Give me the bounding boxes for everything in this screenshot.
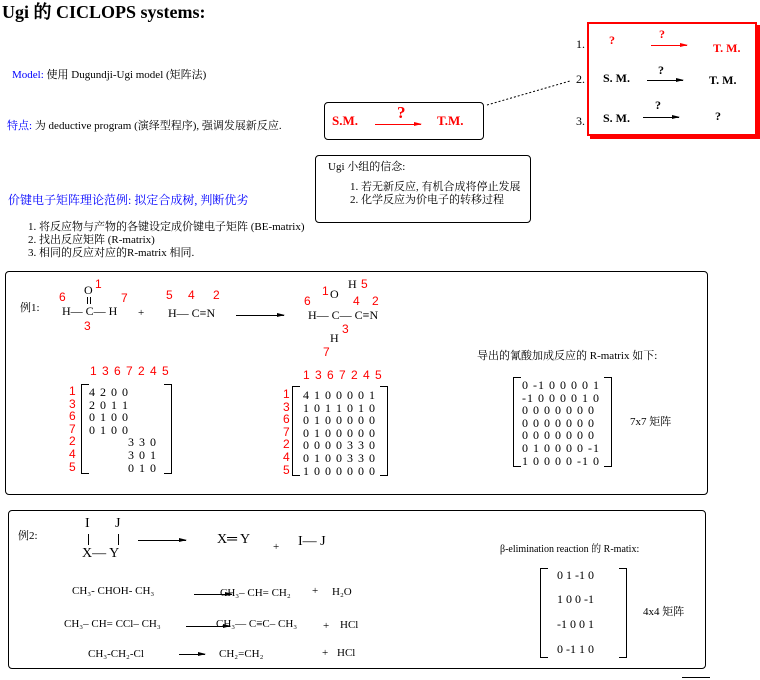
matrix-row: 0 1 -1 0	[557, 568, 594, 582]
plus-sign: +	[273, 541, 280, 553]
reaction-arrow-icon	[138, 540, 186, 541]
feature-label: 特点:	[7, 120, 33, 132]
bracket-right	[619, 568, 627, 658]
row-label: 5	[283, 462, 290, 477]
belief-title: Ugi 小组的信念:	[328, 161, 406, 173]
reactant: CH₃- CHOH- CH₃	[72, 585, 155, 597]
bracket-left	[540, 568, 548, 658]
matrix-row: -1 0 0 0 0 1 0	[522, 390, 600, 405]
belief-item: 2. 化学反应为价电子的转移过程	[350, 194, 504, 206]
option-num: 3.	[576, 114, 585, 128]
matrix-row: 0 -1 0 0 0 0 1	[522, 378, 600, 392]
matrix-row: 0 0 0 0 0 0 0	[522, 403, 595, 418]
atom-o: O	[84, 283, 93, 297]
row-label: 3	[69, 396, 76, 411]
column-order: 1 3 6 7 2 4 5	[90, 364, 170, 378]
row-label: 2	[69, 434, 76, 449]
option-left: S. M.	[603, 71, 630, 85]
product: CH₃— C≡C– CH₃	[216, 618, 298, 630]
options-box	[587, 22, 757, 136]
model-label: Model:	[12, 69, 44, 81]
row-label: 7	[283, 424, 290, 439]
atom-number: 7	[323, 345, 330, 359]
matrix-row: 0 1 0 0	[89, 410, 129, 425]
bracket-right	[164, 384, 172, 474]
double-bond	[87, 297, 88, 304]
atom-number: 7	[121, 291, 128, 305]
matrix-row: 3 3 0	[128, 435, 157, 450]
formula: H— C— C≡N	[308, 308, 379, 322]
atom-number: 2	[213, 288, 220, 302]
atom-number: 3	[84, 319, 91, 333]
question-mark: ?	[397, 103, 406, 122]
atom-number: 4	[188, 288, 195, 302]
byproduct: HCl	[340, 619, 359, 631]
byproduct: HCl	[337, 647, 356, 659]
arrow-icon	[375, 124, 421, 125]
option-q: ?	[658, 63, 664, 77]
option-q: ?	[659, 27, 665, 41]
atom-o: O	[330, 287, 339, 301]
model-line	[12, 70, 206, 81]
arrow-icon	[647, 80, 683, 81]
bracket-right	[380, 386, 388, 476]
atom-i: I	[85, 516, 90, 531]
matrix-row: 0 0 0 0 3 3 0	[303, 438, 376, 453]
row-label: 6	[69, 409, 76, 424]
matrix-row: 1 0 0 0 0 -1 0	[522, 453, 600, 468]
bracket-right	[604, 377, 612, 467]
atom-number: 5	[361, 277, 368, 291]
model-text: 使用 Dugundji-Ugi model (矩阵法)	[46, 69, 207, 81]
formula: H— C≡N	[168, 306, 216, 320]
r-matrix-caption: 导出的氰酸加成反应的 R-matrix 如下:	[477, 350, 658, 362]
tm-label: T.M.	[437, 113, 464, 128]
row-label: 1	[69, 384, 76, 398]
example1-label: 例1:	[20, 302, 40, 314]
matrix-row: 0 1 0 0 3 3 0	[303, 451, 376, 465]
dashed-connector	[484, 78, 574, 108]
atom-number: 1	[95, 277, 102, 291]
option-right: T. M.	[709, 73, 737, 87]
atom-number: 6	[59, 290, 66, 304]
bracket-left	[81, 384, 89, 474]
step-item: 3. 相同的反应对应的R-matrix 相同.	[28, 247, 195, 259]
atom-number: 6	[304, 294, 311, 308]
double-bond	[90, 297, 91, 304]
matrix-row: 0 -1 1 0	[557, 642, 594, 656]
goal-box	[324, 102, 484, 140]
option-left: S. M.	[603, 111, 630, 125]
row-label: 5	[69, 459, 76, 474]
matrix-size-label: 4x4 矩阵	[643, 606, 685, 618]
matrix-size-label: 7x7 矩阵	[630, 416, 672, 428]
matrix-row: 0 0 0 0 0 0 0	[522, 428, 595, 443]
bracket-left	[513, 377, 521, 467]
matrix-row: 3 0 1	[128, 448, 157, 462]
reactant: CH₃– CH= CCl– CH₃	[64, 618, 161, 630]
matrix-row: 1 0 0 -1	[557, 592, 594, 606]
divider	[682, 677, 710, 678]
atom-number: 3	[342, 322, 349, 336]
plus-sign: +	[323, 620, 330, 632]
option-q: ?	[655, 98, 661, 112]
section-heading: 价键电子矩阵理论范例: 拟定合成树, 判断优劣	[8, 193, 249, 207]
reaction-arrow-icon	[179, 654, 205, 655]
matrix-row: 4 2 0 0	[89, 385, 129, 399]
product: CH₃– CH= CH₂	[220, 587, 291, 599]
example2-label: 例2:	[18, 530, 38, 542]
row-label: 1	[283, 387, 290, 401]
matrix-row: 0 0 0 0 0 0 0	[522, 415, 595, 430]
row-label: 2	[283, 437, 290, 452]
option-num: 2.	[576, 72, 585, 86]
atom-number: 4	[353, 294, 360, 308]
row-label: 7	[69, 421, 76, 436]
column-order: 1 3 6 7 2 4 5	[303, 368, 383, 382]
reaction-arrow-icon	[236, 315, 284, 316]
option-num: 1.	[576, 37, 585, 51]
option-right: T. M.	[713, 41, 741, 55]
matrix-row: 0 1 0 0	[89, 422, 129, 437]
atom-j: J	[115, 516, 121, 531]
page-title: Ugi 的 CICLOPS systems:	[2, 2, 206, 22]
step-item: 1. 将反应物与产物的各键设定成价键电子矩阵 (BE-matrix)	[28, 221, 305, 233]
feature-text: 为 deductive program (演绎型程序), 强调发展新反应.	[34, 120, 282, 132]
matrix-row: 0 1 0 0 0 0 0	[303, 425, 376, 440]
atom-number: 1	[322, 284, 329, 298]
matrix-row: 0 1 0 0 0 0 0	[303, 413, 376, 428]
formula: X═ Y	[217, 532, 251, 547]
feature-line	[7, 121, 282, 132]
sm-label: S.M.	[332, 113, 358, 128]
r-matrix-caption: β-elimination reaction 的 R-matix:	[500, 544, 640, 555]
arrow-icon	[643, 117, 679, 118]
bracket-left	[292, 386, 300, 476]
plus-sign: +	[322, 647, 329, 659]
plus-sign: +	[138, 307, 145, 319]
matrix-row: 4 1 0 0 0 0 1	[303, 388, 376, 402]
matrix-row: 0 1 0	[128, 460, 157, 475]
matrix-row: 0 1 0 0 0 0 -1	[522, 441, 600, 455]
reactant: CH₃-CH₂-Cl	[88, 648, 144, 660]
bond	[118, 534, 119, 545]
row-label: 4	[69, 447, 76, 461]
product: CH₂=CH₂	[219, 648, 264, 660]
byproduct: H₂O	[332, 586, 352, 598]
plus-sign: +	[312, 585, 319, 597]
arrow-icon	[651, 45, 687, 46]
row-label: 3	[283, 399, 290, 414]
row-label: 6	[283, 412, 290, 427]
formula: I— J	[298, 534, 326, 549]
belief-item: 1. 若无新反应, 有机合成将停止发展	[350, 181, 521, 193]
matrix-row: 1 0 1 1 0 1 0	[303, 400, 376, 415]
option-left: ?	[609, 33, 615, 47]
atom-h: H	[348, 277, 357, 291]
matrix-row: 1 0 0 0 0 0 0	[303, 463, 376, 478]
formula: X— Y	[82, 546, 120, 561]
atom-number: 5	[166, 288, 173, 302]
option-right: ?	[715, 109, 721, 123]
bond	[88, 534, 89, 545]
formula: H— C— H	[62, 304, 118, 318]
matrix-row: 2 0 1 1	[89, 397, 129, 412]
matrix-row: -1 0 0 1	[557, 617, 594, 631]
row-label: 4	[283, 450, 290, 464]
atom-h: H	[330, 331, 339, 345]
atom-number: 2	[372, 294, 379, 308]
step-item: 2. 找出反应矩阵 (R-matrix)	[28, 234, 155, 246]
belief-box	[315, 155, 531, 223]
